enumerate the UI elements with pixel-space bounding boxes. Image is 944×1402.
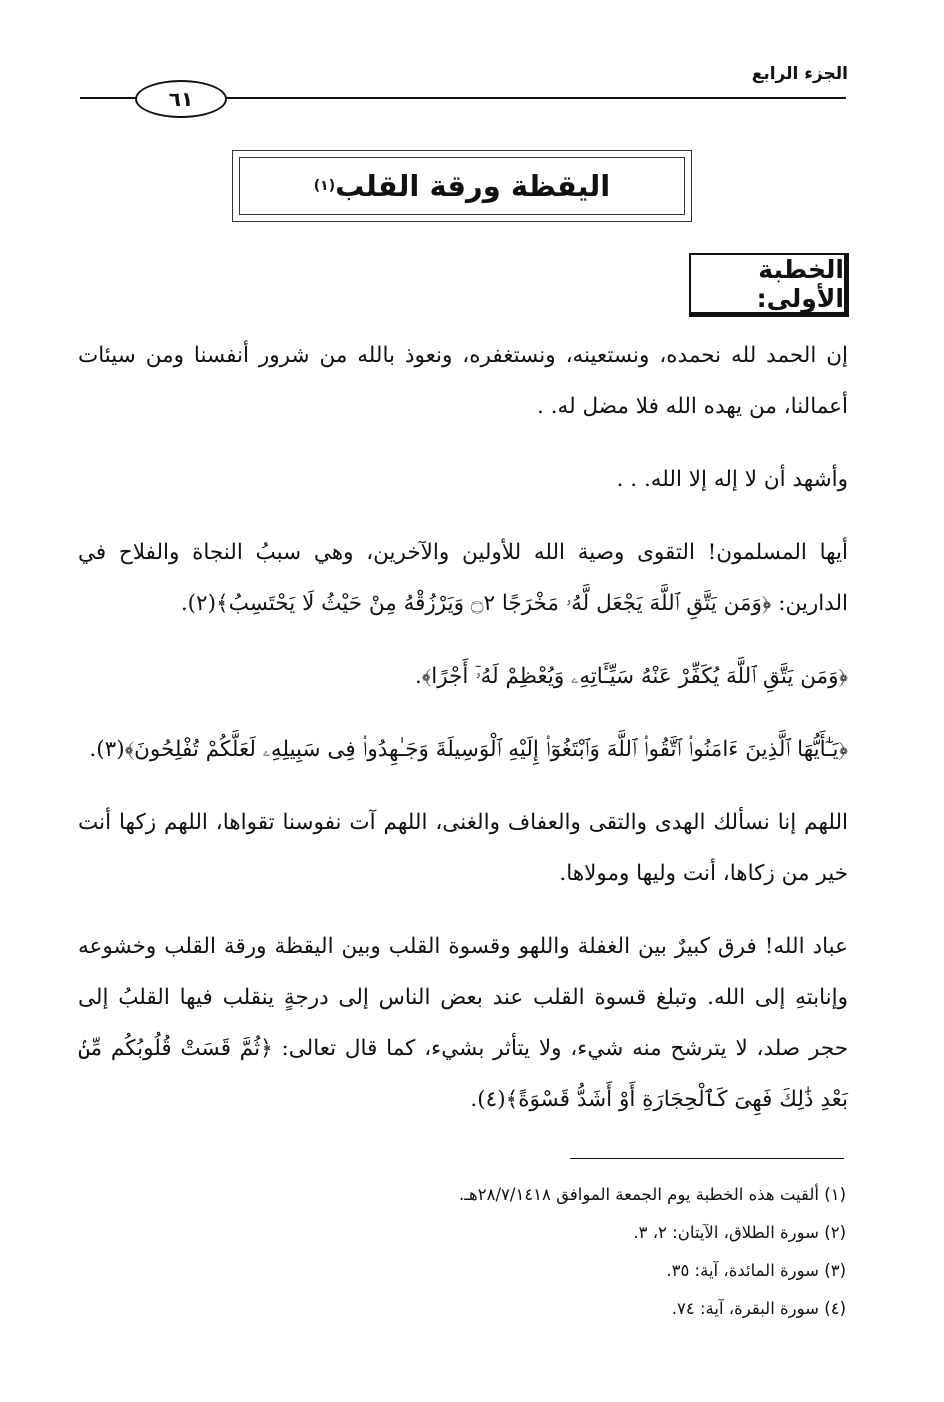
page-number: ٦١ [135,80,227,118]
running-title: الجزء الرابع [751,64,848,84]
paragraph-opening: إن الحمد لله نحمده، ونستعينه، ونستغفره، ونعوذ بالله من شرور أنفسنا ومن سيئات أعمالنا، من يهده الله فلا مضل له. . [78,343,848,419]
footnote-separator [570,1158,844,1159]
quran-verse-maidah: ﴿يَـٰٓأَيُّهَا ٱلَّذِينَ ءَامَنُوا۟ ٱتَّقُوا۟ ٱللَّهَ وَٱبْتَغُوٓا۟ إِلَيْهِ ٱلْوَسِيلَةَ وَجَـٰهِدُوا۟ فِى سَبِيلِهِۦ لَعَلَّكُمْ تُفْلِحُونَ﴾(٣). [89,737,848,762]
footnote-1: (١) ألقيت هذه الخطبة يوم الجمعة الموافق ٢٨/٧/١٤١٨هـ. [458,1185,846,1204]
page-title [233,151,691,221]
footnotes [166,1176,846,1328]
paragraph-dua: اللهم إنا نسألك الهدى والتقى والعفاف والغنى، اللهم آت نفوسنا تقواها، اللهم زكها أنت خير من زكاها، أنت وليها ومولاها. [78,810,848,886]
footnote-2: (٢) سورة الطلاق، الآيتان: ٢، ٣. [633,1223,846,1242]
paragraph-shahada: وأشهد أن لا إله إلا الله. . . [616,467,848,492]
footnote-4: (٤) سورة البقرة، آية: ٧٤. [671,1299,846,1318]
paragraph-qaswa: عباد الله! فرق كبيرٌ بين الغفلة واللهو وقسوة القلب وبين اليقظة ورقة القلب وخشوعه وإنابتهِ إلى الله. وتبلغ قسوة القلب عند بعض الناس إلى درجةٍ ينقلب فيها القلبُ إلى حجر صلد، لا يترشح منه شيء، ولا يتأثر بشيء، كما قال تعالى: ﴿ثُمَّ قَسَتْ قُلُوبُكُم مِّنۢ بَعْدِ ذَٰلِكَ فَهِىَ كَٱلْحِجَارَةِ أَوْ أَشَدُّ قَسْوَةً﴾(٤). [78,934,848,1112]
footnote-3: (٣) سورة المائدة، آية: ٣٥. [666,1261,846,1280]
page-title-text: اليقظة ورقة القلب [335,169,611,203]
title-frame [232,150,692,222]
section-heading: الخطبة الأولى: [689,253,849,317]
sermon-body [78,330,848,1147]
title-footnote-ref: (١) [313,178,336,194]
quran-verse-talaq: ﴿وَمَن يَتَّقِ ٱللَّهَ يُكَفِّرْ عَنْهُ سَيِّـَٔاتِهِۦ وَيُعْظِمْ لَهُۥٓ أَجْرًا﴾. [414,664,848,689]
paragraph-taqwa: أيها المسلمون! التقوى وصية الله للأولين والآخرين، وهي سببُ النجاة والفلاح في الدارين: ﴿وَمَن يَتَّقِ ٱللَّهَ يَجْعَل لَّهُۥ مَخْرَجًا ۝٢ وَيَرْزُقْهُ مِنْ حَيْثُ لَا يَحْتَسِبُ﴾(٢). [78,540,848,616]
